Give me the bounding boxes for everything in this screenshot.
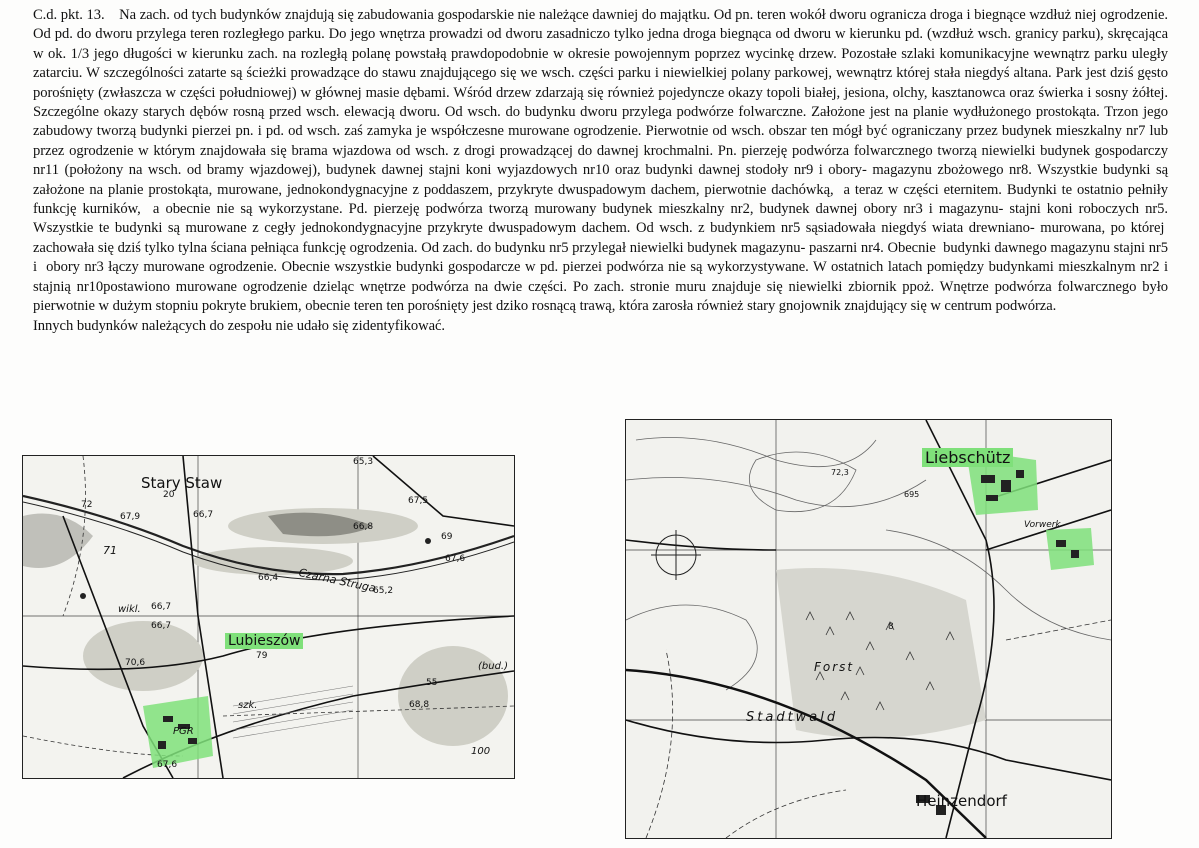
height-label: 66,7	[193, 510, 214, 520]
height-label: 72	[81, 500, 93, 510]
label-lubieszow: Lubieszów	[225, 633, 303, 649]
map-lubieszow-drawing	[23, 456, 514, 778]
height-label: 65,2	[373, 586, 394, 596]
height-label: 66,8	[353, 522, 374, 532]
height-label: 67,5	[408, 496, 429, 506]
height-label: 67,9	[120, 512, 141, 522]
label-bud: (bud.)	[478, 661, 509, 672]
height-label: 8	[888, 622, 894, 632]
topographic-map-lubieszow	[22, 455, 515, 779]
height-label: 65,3	[353, 457, 374, 467]
height-label: 66,7	[151, 602, 172, 612]
label-stadtwald: Stadtwald	[746, 710, 839, 725]
height-label: 66,7	[151, 621, 172, 631]
label-czarna-struga: Czarna Struga	[297, 565, 377, 596]
label-wikl: wikl.	[118, 604, 141, 615]
height-label: 55	[426, 678, 438, 688]
height-label: 20	[163, 490, 175, 500]
label-forst: Forst	[814, 660, 855, 674]
label-liebschutz: Liebschütz	[922, 448, 1013, 467]
label-szk: szk.	[238, 700, 258, 711]
height-label: 100	[471, 746, 491, 757]
label-pgr: PGR	[173, 726, 194, 737]
height-label: 66,4	[258, 573, 279, 583]
height-label: 68,8	[409, 700, 430, 710]
closing-line: Innych budynków należących do zespołu nie udało się zidentyfikować.	[33, 317, 446, 334]
height-label: 67,6	[445, 554, 466, 564]
height-label: 70,6	[125, 658, 146, 668]
document-body	[33, 6, 1168, 336]
height-label: 72,3	[831, 468, 849, 477]
label-stary-staw: Stary Staw	[141, 474, 223, 492]
map-liebschutz-drawing	[626, 420, 1111, 838]
height-label: 69	[441, 532, 453, 542]
height-label: 71	[103, 544, 117, 557]
height-label: 695	[904, 490, 920, 499]
label-vorwerk: Vorwerk	[1024, 520, 1061, 530]
main-paragraph: C.d. pkt. 13. Na zach. od tych budynków znajdują się zabudowania gospodarskie nie należące dawniej do majątku. Od pn. teren wokół dworu ogranicza droga i biegnące wzdłuż niej ogrodzenie. Od pd. do dworu przylega teren rozległego parku. Do jego wnętrza prowadzi od dworu zasadniczo tylko jedna droga biegnąca od dworu w kierunku pd. (wzdłuż wsch. granicy parku), skręcająca w ok. 1/3 jego długości w kierunku zach. na rozległą polanę powstałą prawdopodobnie w okresie powojennym poprzez wycinkę drzew. Pozostałe szlaki komunikacyjne wewnątrz parku uległy zatarciu. W szczególności zatarte są ścieżki prowadzące do stawu znajdującego się we wsch. części parku i niewielkiej polany parkowej, wewnątrz której stała niegdyś altana. Park jest dziś gęsto porośnięty (zwłaszcza w części południowej) w głównej masie dębami. Wśród drzew zdarzają się również pojedyncze okazy topoli białej, jesiona, olchy, kasztanowca oraz świerka i sosny żółtej. Szczególne okazy starych dębów rosną przed wsch. elewacją dworu. Od wsch. do budynku dworu przylega podwórze folwarczne. Założone jest na planie wydłużonego prostokąta. Trzon jego zabudowy tworzą budynki pierzei pn. i pd. od wsch. zaś zamyka je współczesne murowane ogrodzenie. Pierwotnie od wsch. obszar ten mógł być ograniczany przez budynek mieszkalny nr7 lub przez ogrodzenie w którym znajdowała się brama wjazdowa od wsch. z drogi prowadzącej do dawnej krochmalni. Pn. pierzeję podwórza folwarcznego tworzą niewielki budynek gospodarczy nr11 (położony na wsch. od bramy wjazdowej), budynek dawnej stajni koni wyjazdowych nr10 oraz budynki dawnej stodoły nr9 i obory- magazynu zbożowego nr8. Wszystkie budynki są założone na planie prostokąta, murowane, jednokondygnacyjne z poddaszem, przykryte dwuspadowym dachem, pierwotnie dachówką, a teraz w części eternitem. Budynki te ostatnio pełniły funkcję kurników, a obecnie nie są wykorzystane. Pd. pierzeję podwórza tworzą murowany budynek mieszkalny nr2, budynek dawnej obory nr3 i magazynu- stajni koni roboczych nr5. Wszystkie te budynki są murowane z cegły jednokondygnacyjne przykryte dwuspadowym dachem. Od wsch. z budynkiem nr5 sąsiadowała niegdyś wiata drewniano- murowana, po której zachowała się dziś tylko tylna ściana pełniąca funkcję ogrodzenia. Od zach. do budynku nr5 przylegał niewielki budynek magazynu- paszarni nr4. Obecnie budynki dawnego magazynu stajni nr5 i obory nr3 łączy murowane ogrodzenie. Obecnie wszystkie budynki gospodarcze w pd. pierzei podwórza nie są wykorzystywane. W ostatnich latach pomiędzy budynkami mieszkalnym nr2 i stajnią nr10postawiono murowane ogrodzenie dzieląc wnętrze podwórza na dwie części. Po zach. stronie muru znajduje się niewielki zbiornik ppoż. Wnętrze podwórza folwarcznego było pierwotnie w dużym stopniu pokryte brukiem, obecnie teren ten porośnięty jest dziko rosnącą trawą, która zarosła również stary gnojownik znajdujący się w centrum podwórza.	[33, 7, 1168, 315]
height-label: 67,6	[157, 760, 178, 770]
height-label: 79	[256, 651, 268, 661]
topographic-map-liebschutz	[625, 419, 1112, 839]
label-heinzendorf: Heinzendorf	[916, 792, 1007, 810]
